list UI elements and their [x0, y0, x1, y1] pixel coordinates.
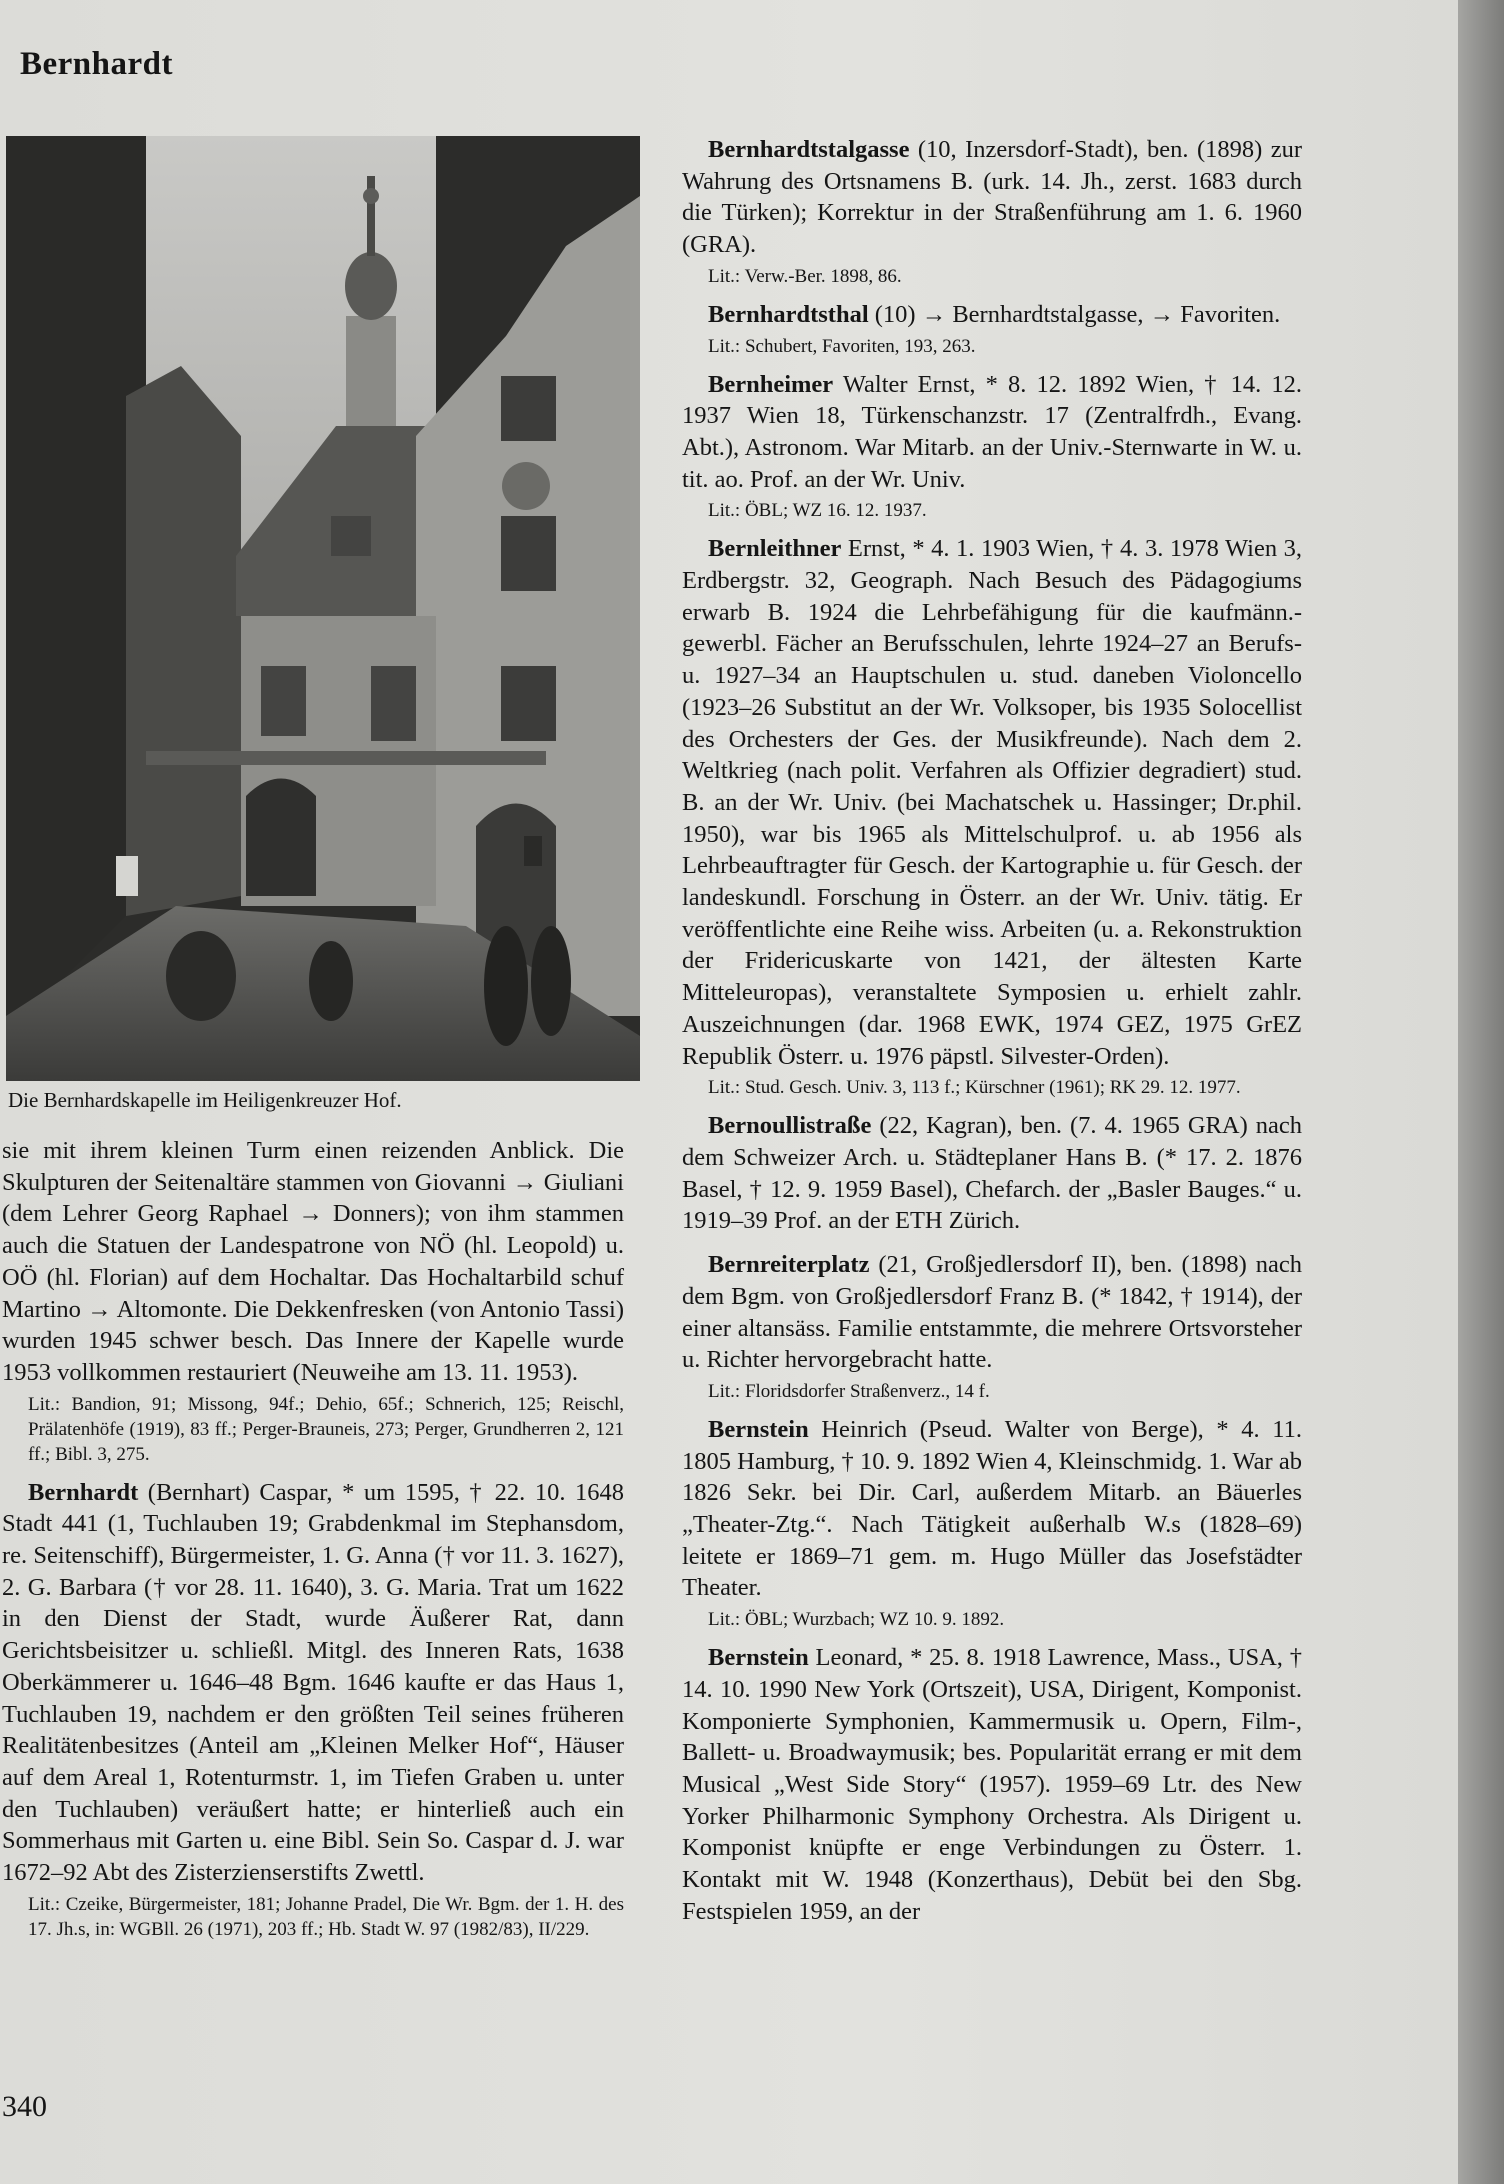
entry-text: (10) → Bernhardtstalgasse, → Favoriten. [868, 300, 1281, 328]
entry-literature: Lit.: Czeike, Bürgermeister, 181; Johanne Pradel, Die Wr. Bgm. der 1. H. des 17. Jh.s, in: WGBll. 26 (1971), 203 ff.; Hb. Stadt W. 97 (1982/83), II/229. [28, 1893, 624, 1940]
entry-text: (Bernhart) Caspar, * um 1595, † 22. 10. 1648 Stadt 441 (1, Tuchlauben 19; Grabdenkmal im Stephansdom, re. Seitenschiff), Bürgermeister, 1. G. Anna († vor 11. 3. 1627), 2. G. Barbara († vor 28. 11. 1640), 3. G. Maria. Trat um 1622 in den Dienst der Stadt, wurde Äußerer Rat, dann Gerichtsbeisitzer u. schließl. Mitgl. des Inneren Rats, 1638 Oberkämmerer u. 1646–48 Bgm. 1646 kaufte er das Haus 1, Tuchlauben 19, nachdem er den größten Teil seines früheren Realitätenbesitzes (Anteil am „Kleinen Melker Hof“, Häuser auf dem Areal 1, Rotenturmstr. 1, im Tiefen Graben u. unter den Tuchlauben) veräußert hatte; er hinterließ auch ein Sommerhaus mit Garten u. eine Bibl. Sein So. Caspar d. J. war 1672–92 Abt des Zisterzienserstifts Zwettl. [2, 1478, 624, 1887]
entry-bernstein-heinrich [682, 1414, 1302, 1632]
continuation-literature: Lit.: Bandion, 91; Missong, 94f.; Dehio, 65f.; Schnerich, 125; Reischl, Prälatenhöfe (1919), 83 ff.; Perger-Brauneis, 273; Perger, Grundherren 2, 121 ff.; Bibl. 3, 275. [28, 1393, 624, 1465]
continuation-text: sie mit ihrem kleinen Turm einen reizenden Anblick. Die Skulpturen der Seitenaltäre stammen von Giovanni → Giuliani (dem Lehrer Georg Raphael → Donners); von ihm stammen auch die Statuen der Landespatrone von NÖ (hl. Leopold) u. OÖ (hl. Florian) auf dem Hochaltar. Das Hochaltarbild schuf Martino → Altomonte. Die Dekkenfresken (von Antonio Tassi) wurden 1945 schwer besch. Das Innere der Kapelle wurde 1953 vollkommen restauriert (Neuweihe am 13. 11. 1953). [2, 1137, 624, 1386]
entry-literature: Lit.: ÖBL; Wurzbach; WZ 10. 9. 1892. [708, 1609, 1005, 1631]
running-head: Bernhardt [20, 46, 173, 82]
chapel-photo-illustration [6, 136, 640, 1081]
figure-caption: Die Bernhardskapelle im Heiligenkreuzer Hof. [8, 1088, 402, 1112]
page-edge-shadow [1458, 0, 1504, 2184]
entry-headword: Bernoullistraße [708, 1112, 872, 1140]
entry-body [682, 134, 1302, 261]
entry-headword: Bernstein [708, 1415, 809, 1443]
entry-headword: Bernheimer [708, 370, 834, 398]
entry-bernoullistrasse [682, 1110, 1302, 1237]
entry-literature: Lit.: Floridsdorfer Straßenverz., 14 f. [708, 1380, 990, 1402]
entry-literature: Lit.: ÖBL; WZ 16. 12. 1937. [708, 500, 927, 522]
chapel-photograph [6, 136, 640, 1081]
entry-text: (10, Inzersdorf-Stadt), ben. (1898) zur Wahrung des Ortsnamens B. (urk. 14. Jh., zerst. 1683 durch die Türken); Korrektur in der Straßenführung am 1. 6. 1960 (GRA). [682, 136, 1302, 259]
entry-literature: Lit.: Verw.-Ber. 1898, 86. [708, 265, 902, 287]
left-column [2, 1135, 624, 1952]
entry-text: Leonard, * 25. 8. 1918 Lawrence, Mass., USA, † 14. 10. 1990 New York (Ortszeit), USA, Dirigent, Komponist. Komponierte Symphonien, Kammermusik u. Opern, Film-, Ballett- u. Broadwaymusik; bes. Popularität errang er mit dem Musical „West Side Story“ (1957). 1959–69 Ltr. des New Yorker Philharmonic Symphony Orchestra. Als Dirigent u. Komponist knüpfte er enge Verbindungen zu Österr. 1. Kontakt mit W. 1948 (Konzerthaus), Debüt bei den Sbg. Festspielen 1959, an der [682, 1644, 1302, 1925]
entry-headword: Bernhardtsthal [708, 300, 869, 328]
entry-body [682, 1110, 1302, 1237]
entry-body [2, 1477, 624, 1889]
entry-bernhardt [2, 1477, 624, 1942]
entry-bernstein-leonard [682, 1642, 1302, 1927]
entry-body [682, 299, 1302, 331]
entry-bernhardtsthal [682, 299, 1302, 359]
entry-body [682, 1642, 1302, 1927]
entry-bernreiterplatz [682, 1249, 1302, 1404]
entry-text: Heinrich (Pseud. Walter von Berge), * 4. 11. 1805 Hamburg, † 10. 9. 1892 Wien 4, Kleinschmidg. 1. War ab 1826 Sekr. bei Dir. Carl, außerdem Mitarb. an Bäuerles „Theater-Ztg.“. Nach Tätigkeit außerhalb W.s (1828–69) leitete er 1869–71 gem. m. Hugo Müller das Josefstädter Theater. [682, 1415, 1302, 1602]
entry-bernheimer [682, 369, 1302, 524]
entry-bernhardtstalgasse [682, 134, 1302, 289]
entry-body [682, 1414, 1302, 1604]
entry-headword: Bernreiterplatz [708, 1251, 870, 1279]
entry-literature: Lit.: Schubert, Favoriten, 193, 263. [708, 335, 976, 357]
right-column [682, 134, 1302, 1929]
entry-text: Walter Ernst, * 8. 12. 1892 Wien, † 14. 12. 1937 Wien 18, Türkenschanzstr. 17 (Zentralfrdh., Evang. Abt.), Astronom. War Mitarb. an der Univ.-Sternwarte in W. u. tit. ao. Prof. an der Wr. Univ. [682, 370, 1302, 493]
entry-headword: Bernhardtstalgasse [708, 136, 910, 163]
entry-body [682, 369, 1302, 496]
entry-text: (22, Kagran), ben. (7. 4. 1965 GRA) nach dem Schweizer Arch. u. Städteplaner Hans B. (* 17. 2. 1876 Basel, † 12. 9. 1959 Basel), Chefarch. der „Basler Bauges.“ u. 1919–39 Prof. an der ETH Zürich. [682, 1112, 1302, 1235]
page-number: 340 [2, 2090, 47, 2123]
entry-headword: Bernstein [708, 1644, 809, 1672]
entry-bernleithner [682, 533, 1302, 1100]
entry-headword: Bernleithner [708, 535, 842, 563]
entry-body [682, 533, 1302, 1072]
entry-literature: Lit.: Stud. Gesch. Univ. 3, 113 f.; Kürschner (1961); RK 29. 12. 1977. [708, 1077, 1241, 1099]
entry-body [682, 1249, 1302, 1376]
entry-headword: Bernhardt [28, 1478, 139, 1506]
entry-text: (21, Großjedlersdorf II), ben. (1898) nach dem Bgm. von Großjedlersdorf Franz B. (* 1842, † 1914), der einer altansäss. Familie entstammte, die mehrere Ortsvorsteher u. Richter hervorgebracht hatte. [682, 1251, 1302, 1374]
entry-text: Ernst, * 4. 1. 1903 Wien, † 4. 3. 1978 Wien 3, Erdbergstr. 32, Geograph. Nach Besuch des Pädagogiums erwarb B. 1924 die Lehrbefähigung für die kaufmänn.-gewerbl. Fächer an Berufsschulen, lehrte 1924–27 an Berufs- u. 1927–34 an Hauptschulen u. stud. daneben Violoncello (1923–26 Substitut an der Wr. Volksoper, bis 1935 Solocellist des Orchesters der Ges. der Musikfreunde). Nach dem 2. Weltkrieg (nach polit. Verfahren als Offizier degradiert) stud. B. an der Wr. Univ. (bei Machatschek u. Hassinger; Dr.phil. 1950), war bis 1965 als Mittelschulprof. u. ab 1956 als Lehrbeauftragter für Gesch. der Kartographie u. für Gesch. der landeskundl. Forschung in Österr. an der Wr. Univ. tätig. Er veröffentlichte eine Reihe wiss. Arbeiten (u. a. Rekonstruktion der Fridericuskarte von 1421, der ältesten Karte Mitteleuropas), veranstaltete Symposien u. erhielt zahlr. Auszeichnungen (dar. 1968 EWK, 1974 GEZ, 1975 GrEZ Republik Österr. u. 1976 päpstl. Silvester-Orden). [682, 535, 1302, 1070]
